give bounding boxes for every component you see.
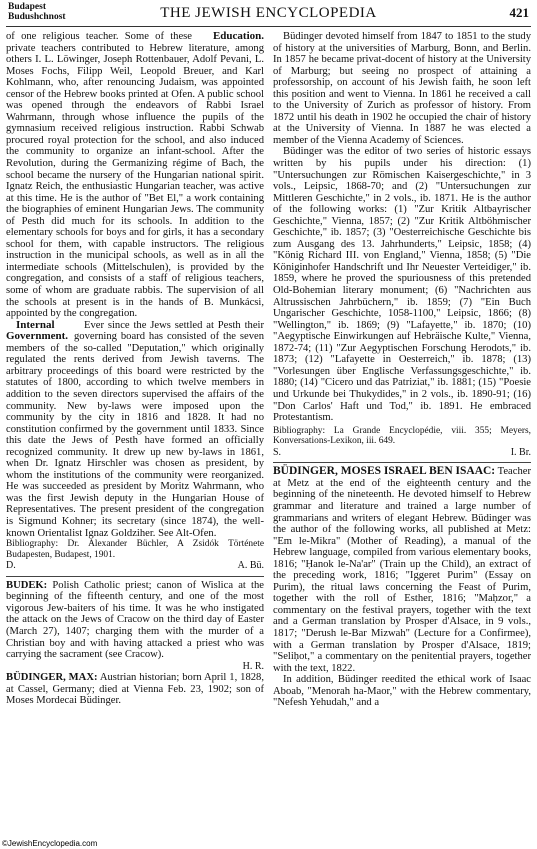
signature-3 bbox=[273, 447, 531, 459]
running-head-line-1: Budapest bbox=[8, 2, 47, 12]
copyright-footer: ©JewishEncyclopedia.com bbox=[2, 839, 98, 848]
running-head-line-2: Budushchnost bbox=[8, 12, 66, 22]
signature-3-right: I. Br. bbox=[510, 446, 531, 458]
bibliography-1: Bibliography: Dr. Alexander Büchler, A Zsidók Története Budapesten, Budapest, 1901. bbox=[6, 539, 264, 560]
signature-2-text: H. R. bbox=[242, 660, 264, 672]
max-budinger-article bbox=[6, 672, 264, 707]
sidenote-education: Education. bbox=[212, 30, 264, 42]
left-column bbox=[6, 31, 264, 707]
max-budinger-text: Austrian historian; born April 1, 1828, at Cassel, Germany; died at Vienna Feb. 23, 1902; son of Moses Mordecai Büdinger. bbox=[6, 672, 264, 707]
max-works-paragraph: Büdinger was the editor of two series of historic essays written by his pupils under his direction: (1) "Untersuchungen zur Römischen Kaisergeschichte," in 3 vols., Leipsic, 1868-70; and (2) "Untersuchungen zur Mittleren Geschichte," in 2 vols., ib. 1871. He is the author of the following works: (1) "Zur Kritik Altbayrischer Geschichte," Vienna, 1857; (2) "Zur Kritik Altböhmischer Geschichte," ib. 1857; (3) "Oesterreichische Geschichte bis zum Ausgang des 13. Jahrhunderts," Leipsic, 1858; (4) "König Richard III. von England," Vienna, 1858; (5) "Die Königinhofer Handschrift und Ihr Neuester Verteidiger," ib. 1859, where he proved the spuriousness of this pretended Old-Bohemian literary monument; (6) "Nachrichten aus Altrussischen Jahrbüchern," ib. 1859; (7) "Ein Buch Ungarischer Geschichte, 1058-1100," Leipsic, 1866; (8) "Wellington," ib. 1869; (9) "Lafayette," ib. 1870; (10) "Aegyptische Einwirkungen auf Hebräische Kulte," Vienna, 1872-74; (11) "Zur Aegyptischen Forschung Herodots," ib. 1873; (12) "Lafayette in Oesterreich," ib. 1878; (13) "Vorlesungen über Englische Verfassungsgeschichte," ib. 1880; (14) "Cicero und das Patriziat," ib. 1881; (15) "Poesie und Urkunde bei Thukydides," in 2 vols., ib. 1890-91; (16) "Don Carlos' Haft und Tod," ib. 1891. He embraced Protestantism. bbox=[273, 146, 531, 424]
sidenote-internal-government: Internal Government. bbox=[6, 318, 69, 343]
signature-2 bbox=[6, 661, 264, 673]
moses-budinger-article bbox=[273, 466, 531, 674]
budek-article bbox=[6, 580, 264, 661]
government-paragraph bbox=[6, 320, 264, 539]
bibliography-2: Bibliography: La Grande Encyclopédie, viii. 355; Meyers, Konversations-Lexikon, iii. 649. bbox=[273, 425, 531, 447]
page-header bbox=[8, 2, 529, 26]
signature-3-left: S. bbox=[273, 446, 282, 458]
moses-budinger-text: Teacher at Metz at the end of the eighteenth century and the beginning of the nineteenth. He devoted himself to Hebrew grammar and literature and trained a large number of grammarians and writers of elegant Hebrew. Büdinger was the author of the following works, all published at Metz: "Em le-Mikra" (Mother of Reading), a manual of the Hebrew language, compiled from various elementary books, 1816; "Ḥanok le-Na'ar" (Train up the Child), an extract of the preceding work, 1816; "Iggeret Purim" (Essay on Purim), the ritual laws concerning the Feast of Purim, together with the roll of Esther, 1816; "Maḥzor," a commentary on the festival prayers, together with the text and a German translation by Prosper d'Alsace, in 9 vols., 1817; "Derush le-Bar Mizwah" (Lecture for a Confirmee), with a German translation by Prosper d'Alsace, 1819; "Seliḥot," a commentary on the penitential prayers, together with the text, 1822. bbox=[273, 466, 531, 674]
header-rule bbox=[6, 26, 531, 27]
signature-1 bbox=[6, 560, 264, 572]
max-career-paragraph: Büdinger devoted himself from 1847 to 1851 to the study of history at the universities of Marburg, Bonn, and Berlin. In 1857 he became privat-docent of history at the University of Marburg; but seeing no prospect of attaining a professorship, on account of his Jewish faith, he soon left this position and went to Vienna. In 1861 he received a call to the University of Zurich as professor of history. From 1872 until his death in 1902 he occupied the chair of history at the University of Vienna. In 1887 he was elected a member of the Vienna Academy of Sciences. bbox=[273, 31, 531, 146]
article-separator-2 bbox=[273, 462, 531, 463]
max-budinger-title: BÜDINGER, MAX: bbox=[6, 672, 98, 684]
signature-1-right: A. Bü. bbox=[237, 560, 264, 572]
schools-text: of one religious teacher. Some of these private teachers contributed to Hebrew literature, among others I. L. Löwinger, Joseph Rottenbauer, Adolf Pevani, L. Moses Fochs, Filipp Weil, Leopold Breuer, and Karl Kohlmann, who, after renouncing Judaism, was appointed censor of the Hebrew books printed at Ofen. A public school was opened through the endeavors of Rabbi Israel Wahrmann, through whose influence the pupils of the gymnasium received religious instruction. Rabbi Schwab procured royal protection for the school, and also induced the community to organize an infant-school. After the Revolution, during the Germanizing régime of Bach, the school became the nursery of the Hungarian national spirit. Ignatz Reich, the enthusiastic Hungarian teacher, was active at this time. He is the author of "Bet El," a work containing the biographies of eminent Hungarian Jews. The community of Pesth did much for its schools. In addition to the elementary schools for boys and for girls, it has a secondary school for them, with capable instructors. The religious instruction in the municipal schools, as well as in all the intermediate schools (Mittelschulen), is provided by the congregation, and consists of a staff of religious teachers, some of whom are graduate rabbis. The supervision of all the schools at present is in the hands of B. Munkácsi, appointed by the congregation. bbox=[6, 31, 264, 320]
budek-title: BUDEK: bbox=[6, 579, 48, 591]
government-text: Ever since the Jews settled at Pesth their governing board has consisted of the seven members of the so-called "Deputation," which originally regulated the rents derived from Jewish taverns. The arbitrary proceedings of this board were restricted by the statutes of 1800, according to which twelve members in addition to the seven directors supervised the affairs of the community. New by-laws were imposed upon the community by the city in 1816 and 1828. It had no constitution confirmed by the government until 1833. Since this date the Jews of Pesth have formed an officially recognized community. It drew up new by-laws in 1861, when Dr. Ignatz Hirschler was chosen as president, by whom the institutions of the community were reorganized. He was succeeded as president by Moritz Wahrmann, who was the first Jewish deputy in the Hungarian House of Representatives. The present president of the congregation is Sigmund Kohner; its secretary (since 1874), the well-known Orientalist Ignaz Goldziher. See Alt-Ofen. bbox=[6, 319, 264, 539]
budek-text: Polish Catholic priest; canon of Wislica at the beginning of the fifteenth century, and one of the most vigorous Jew-baiters of his time. It was he who instigated the attack on the Jews of Cracow on the third day of Easter (March 27), 1407; charging them with the murder of a Christian boy and with having attacked a priest who was carrying the sacrament (see Cracow). bbox=[6, 579, 264, 661]
moses-last-paragraph: In addition, Büdinger reedited the ethical work of Isaac Aboab, "Menorah ha-Maor," with the Hebrew commentary, "Nefesh Yehudah," and a bbox=[273, 674, 531, 709]
article-separator-1 bbox=[6, 576, 264, 577]
right-column bbox=[273, 31, 531, 709]
schools-paragraph bbox=[6, 31, 264, 320]
signature-1-left: D. bbox=[6, 560, 16, 572]
page-title: THE JEWISH ENCYCLOPEDIA bbox=[160, 5, 377, 21]
moses-budinger-title: BÜDINGER, MOSES ISRAEL BEN ISAAC: bbox=[273, 465, 496, 478]
page-number: 421 bbox=[509, 5, 529, 20]
